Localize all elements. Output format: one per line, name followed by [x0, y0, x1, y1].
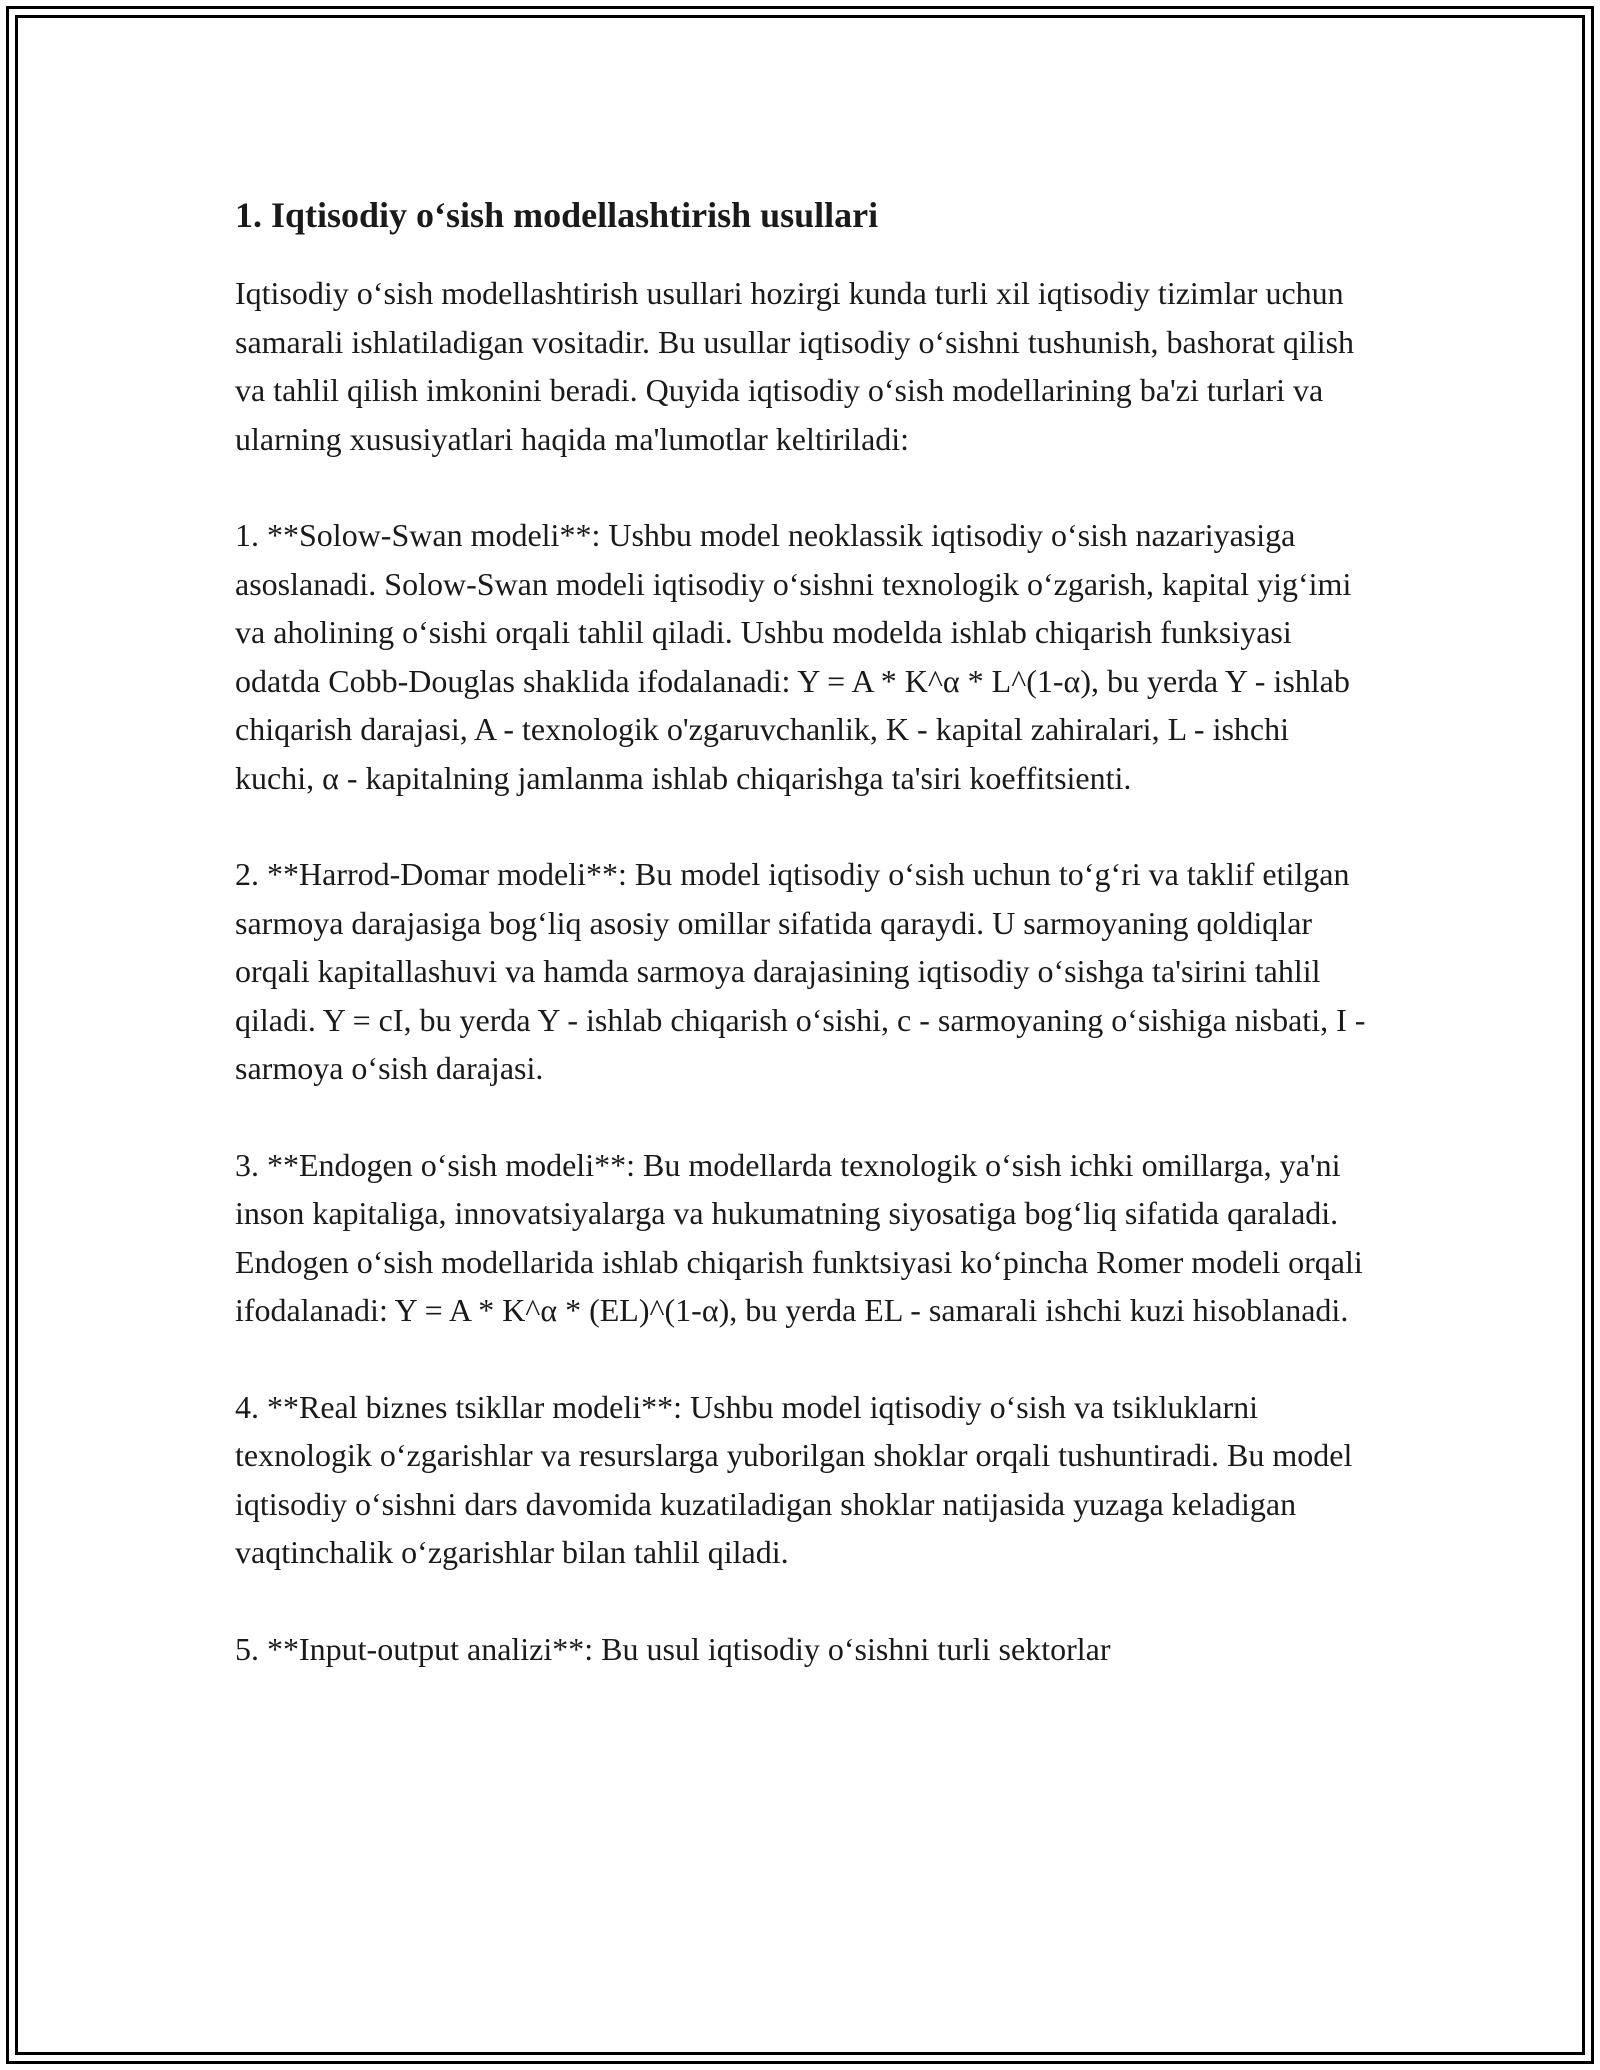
solow-swan-paragraph: 1. **Solow-Swan modeli**: Ushbu model neoklassik iqtisodiy o‘sish nazariyasiga asoslanadi. Solow-Swan modeli iqtisodiy o‘sishni texnologik o‘zgarish, kapital yig‘imi va aholining o‘sishi orqali tahlil qiladi. Ushbu modelda ishlab chiqarish funksiyasi odatda Cobb-Douglas shaklida ifodalanadi: Y = A * K^α * L^(1-α), bu yerda Y - ishlab chiqarish darajasi, A - texnologik o'zgaruvchanlik, K - kapital zahiralari, L - ishchi kuchi, α - kapitalning jamlanma ishlab chiqarishga ta'siri koeffitsienti. [235, 517, 1352, 796]
input-output-paragraph: 5. **Input-output analizi**: Bu usul iqtisodiy o‘sishni turli sektorlar [235, 1630, 1111, 1667]
real-business-cycle-paragraph: 4. **Real biznes tsikllar modeli**: Ushbu model iqtisodiy o‘sish va tsikluklarni texnologik o‘zgarishlar va resurslarga yuborilgan shoklar orqali tushuntiradi. Bu model iqtisodiy o‘sishni dars davomida kuzatiladigan shoklar natijasida yuzaga keladigan vaqtinchalik o‘zgarishlar bilan tahlil qiladi. [235, 1388, 1353, 1570]
harrod-domar-paragraph: 2. **Harrod-Domar modeli**: Bu model iqtisodiy o‘sish uchun to‘g‘ri va taklif etilgan sarmoya darajasiga bog‘liq asosiy omillar sifatida qaraydi. U sarmoyaning qoldiqlar orqali kapitallashuvi va hamda sarmoya darajasining iqtisodiy o‘sishga ta'sirini tahlil qiladi. Y = cI, bu yerda Y - ishlab chiqarish o‘sishi, c - sarmoyaning o‘sishiga nisbati, I - sarmoya o‘sish darajasi. [235, 856, 1366, 1086]
endogen-growth-paragraph: 3. **Endogen o‘sish modeli**: Bu modellarda texnologik o‘sish ichki omillarga, ya'ni inson kapitaliga, innovatsiyalarga va hukumatning siyosatiga bog‘liq sifatida qaraladi. Endogen o‘sish modellarida ishlab chiqarish funktsiyasi ko‘pincha Romer modeli orqali ifodalanadi: Y = A * K^α * (EL)^(1-α), bu yerda EL - samarali ishchi kuzi hisoblanadi. [235, 1146, 1363, 1328]
intro-paragraph: Iqtisodiy o‘sish modellashtirish usullari hozirgi kunda turli xil iqtisodiy tizimlar uchun samarali ishlatiladigan vositadir. Bu usullar iqtisodiy o‘sishni tushunish, bashorat qilish va tahlil qilish imkonini beradi. Quyida iqtisodiy o‘sish modellarining ba'zi turlari va ularning xususiyatlari haqida ma'lumotlar keltiriladi: [235, 275, 1355, 457]
document-body [235, 185, 1375, 1721]
section-heading: 1. Iqtisodiy o‘sish modellashtirish usullari [235, 195, 879, 235]
